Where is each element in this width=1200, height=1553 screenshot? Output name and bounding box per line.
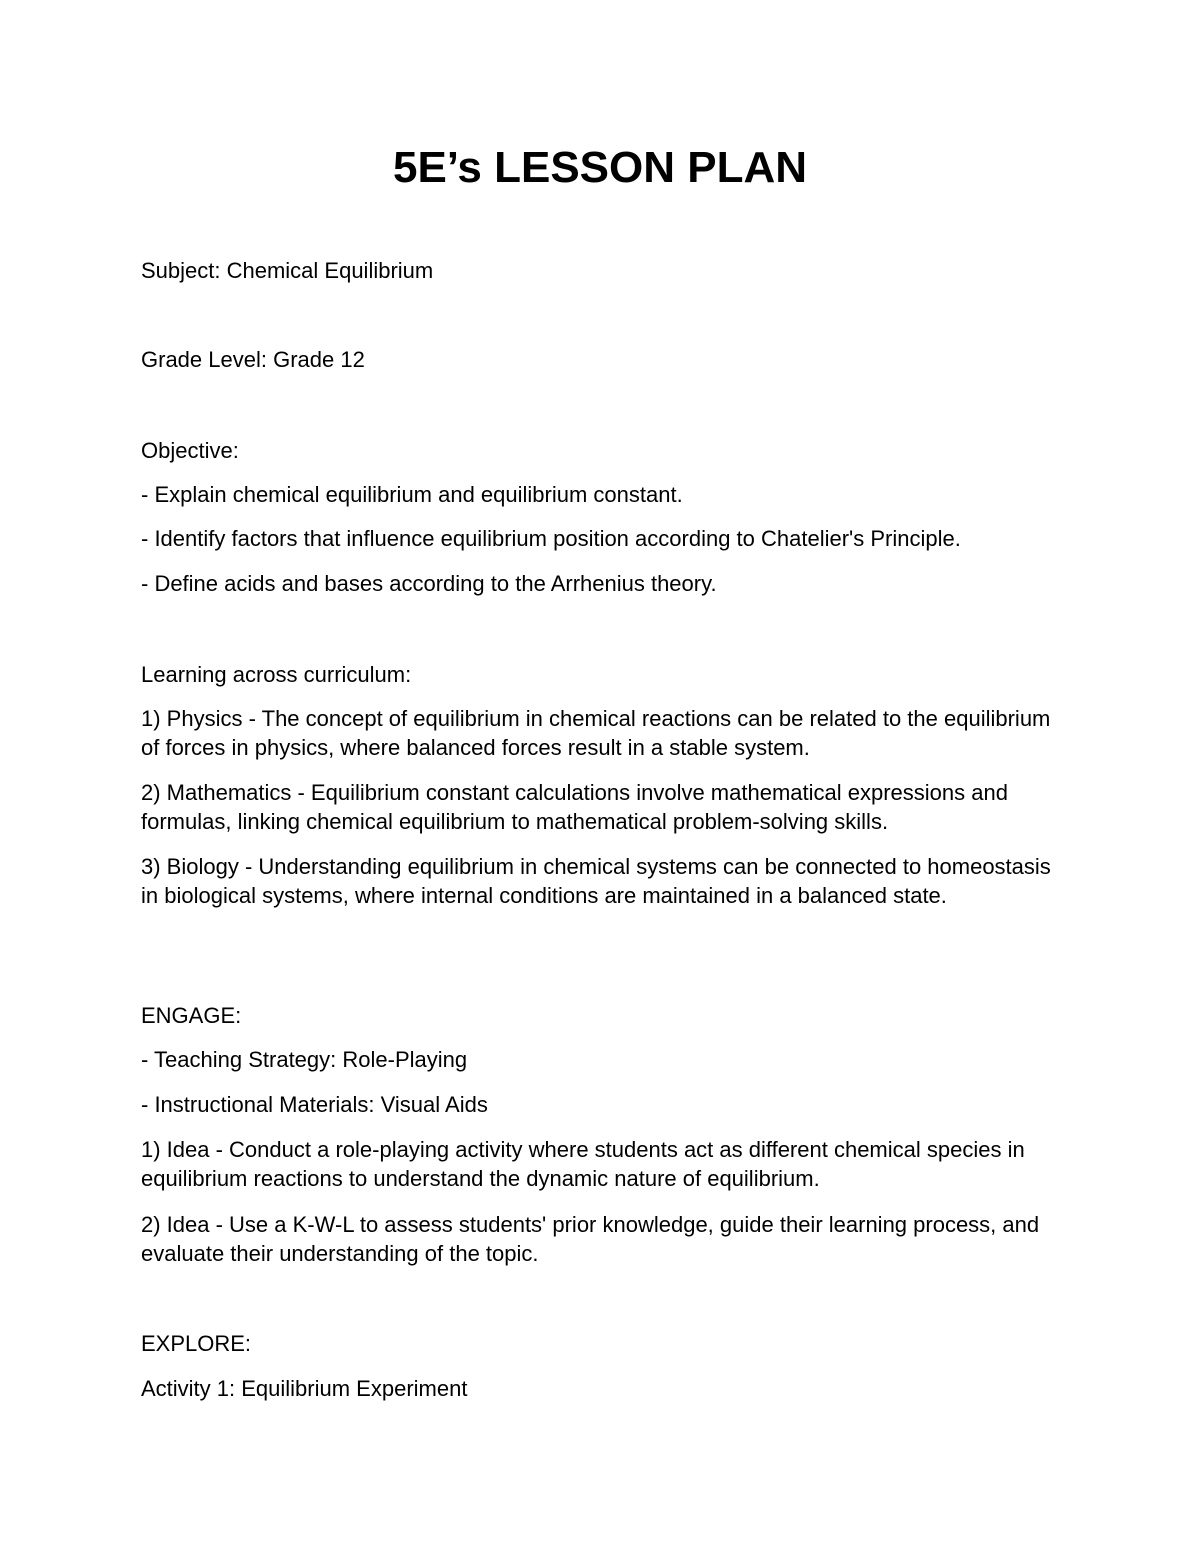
objective-item: - Identify factors that influence equilibrium position according to Chatelier's Principle. <box>141 526 961 551</box>
engage-item: 2) Idea - Use a K-W-L to assess students' prior knowledge, guide their learning process, and evaluate their understanding of the topic. <box>141 1212 1040 1266</box>
curriculum-heading: Learning across curriculum: <box>141 662 412 687</box>
objective-heading: Objective: <box>141 438 239 463</box>
explore-heading: EXPLORE: <box>141 1331 252 1356</box>
curriculum-item: 2) Mathematics - Equilibrium constant calculations involve mathematical expressions and formulas, linking chemical equilibrium to mathematical problem-solving skills. <box>141 780 1008 834</box>
curriculum-item: 1) Physics - The concept of equilibrium in chemical reactions can be related to the equilibrium of forces in physics, where balanced forces result in a stable system. <box>141 706 1051 760</box>
objective-item: - Define acids and bases according to the Arrhenius theory. <box>141 571 717 596</box>
engage-item: - Teaching Strategy: Role-Playing <box>141 1047 468 1072</box>
engage-item: 1) Idea - Conduct a role-playing activity where students act as different chemical species in equilibrium reactions to understand the dynamic nature of equilibrium. <box>141 1137 1025 1191</box>
document-title: 5E’s LESSON PLAN <box>392 143 808 192</box>
grade-level-line: Grade Level: Grade 12 <box>141 347 365 372</box>
subject-line: Subject: Chemical Equilibrium <box>141 258 434 283</box>
engage-item: - Instructional Materials: Visual Aids <box>141 1092 488 1117</box>
explore-item: Activity 1: Equilibrium Experiment <box>141 1376 468 1401</box>
curriculum-item: 3) Biology - Understanding equilibrium in chemical systems can be connected to homeostasis in biological systems, where internal conditions are maintained in a balanced state. <box>141 854 1051 908</box>
engage-heading: ENGAGE: <box>141 1003 242 1028</box>
objective-item: - Explain chemical equilibrium and equilibrium constant. <box>141 482 683 507</box>
